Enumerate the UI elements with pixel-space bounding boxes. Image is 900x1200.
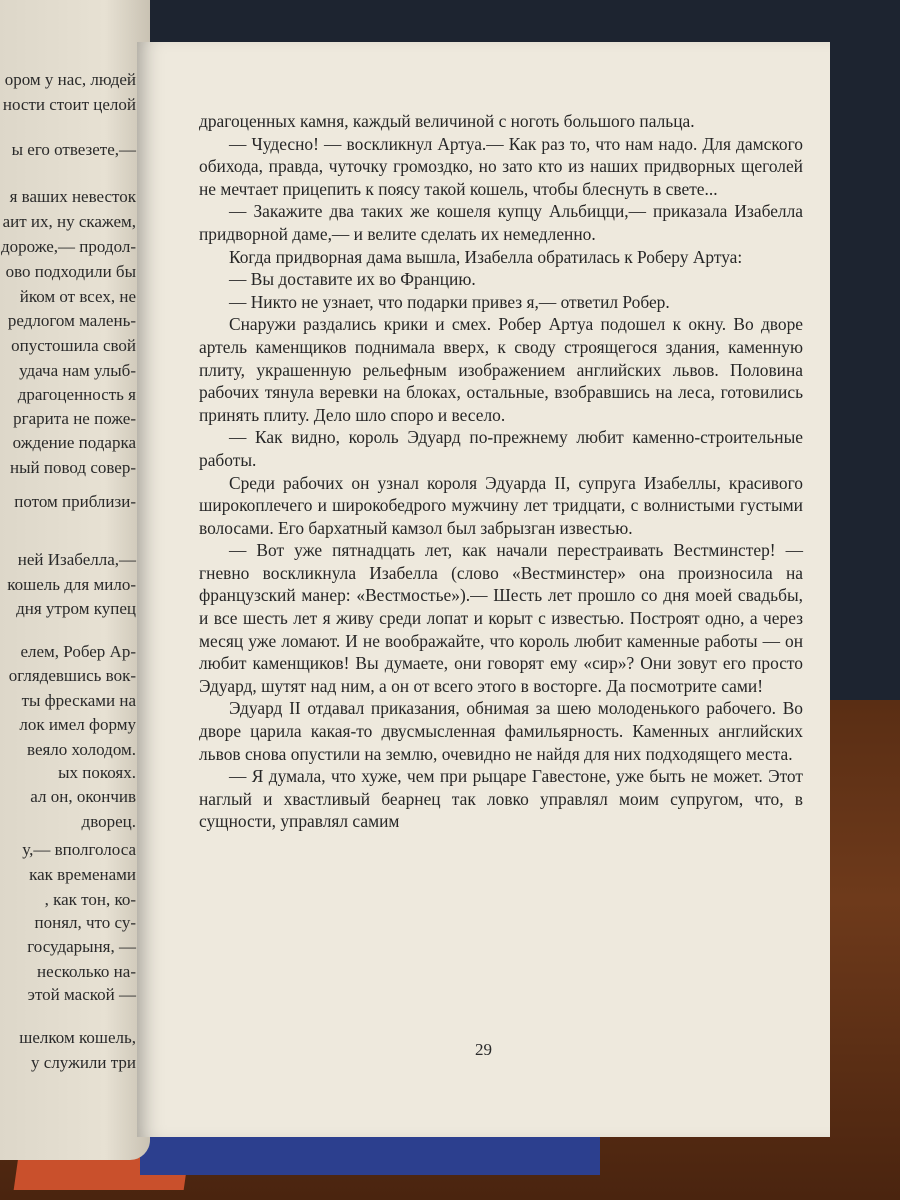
left-page-line: шелком кошель, xyxy=(19,1028,136,1047)
paragraph: Снаружи раздались крики и смех. Робер Артуа подошел к окну. Во дворе артель каменщиков поднимала вверх, к своду строящегося здания, каменную плиту, украшенную рельефным изображением английских львов. Половина рабочих тянула веревки на блоках, остальные, взобравшись на леса, готовились принять плиту. Дело шло споро и весело. xyxy=(199,314,803,425)
left-page-line: , как тон, ко- xyxy=(44,890,136,909)
left-page-line: ором у нас, людей xyxy=(4,70,136,89)
left-page-line: ы его отвезете,— xyxy=(11,140,136,159)
left-page-line: йком от всех, не xyxy=(19,287,136,306)
paragraph: Среди рабочих он узнал короля Эдуарда II, супруга Изабеллы, красивого широкоплечего и широкобедрого мужчину лет тридцати, с волнистыми густыми волосами. Его бархатный камзол был забрызган известью. xyxy=(199,472,803,538)
page-number: 29 xyxy=(475,1040,492,1059)
left-page-line: кошель для мило- xyxy=(7,575,136,594)
left-page-line: удача нам улыб- xyxy=(19,361,136,380)
left-page-line: ал он, окончив xyxy=(30,787,136,806)
left-page-line: как временами xyxy=(29,865,136,884)
left-page-line: ты фресками на xyxy=(21,691,136,710)
left-page-line: елем, Робер Ар- xyxy=(20,642,136,661)
left-page-line: ождение подарка xyxy=(12,433,136,452)
left-page-line: я ваших невесток xyxy=(9,187,136,206)
paragraph: — Закажите два таких же кошеля купцу Альбицци,— приказала Изабелла придворной даме,— и велите сделать их немедленно. xyxy=(199,201,803,244)
left-page-line: у,— вполголоса xyxy=(22,840,136,859)
left-page-line: дороже,— продол- xyxy=(1,237,136,256)
left-page-line: ности стоит целой xyxy=(2,95,136,114)
left-page-line: ргарита не поже- xyxy=(13,409,136,428)
paragraph: — Вот уже пятнадцать лет, как начали перестраивать Вестминстер! — гневно воскликнула Изабелла (слово «Вестминстер» она произносила на французский манер: «Вестмостье»).— Шесть лет прошло со дня моей свадьбы, и все шесть лет я живу среди лопат и корыт с известью. Построят одно, а через месяц уже ломают. И не воображайте, что король любит каменные работы — он любит каменщиков! Вы думаете, они говорят ему «сир»? Они зовут его просто Эдуард, шутят над ним, а он от всего этого в восторге. Да посмотрите сами! xyxy=(199,540,803,696)
paragraph: Когда придворная дама вышла, Изабелла обратилась к Роберу Артуа: xyxy=(229,246,743,267)
left-page-line: редлогом малень- xyxy=(7,311,136,330)
book-spine-below xyxy=(140,1135,600,1175)
left-page xyxy=(0,0,150,1160)
right-page xyxy=(137,42,830,1137)
left-page-line: веяло холодом. xyxy=(27,740,136,759)
left-page-line: аит их, ну скажем, xyxy=(2,212,136,231)
left-page-line: этой маской — xyxy=(27,985,136,1004)
paragraph: — Как видно, король Эдуард по-прежнему любит каменно-строительные работы. xyxy=(199,427,803,470)
left-page-line: несколько на- xyxy=(37,962,136,981)
paragraph: — Я думала, что хуже, чем при рыцаре Гавестоне, уже быть не может. Этот наглый и хвастливый беарнец так ловко управлял моим супругом, что, в сущности, управлял самим xyxy=(199,766,803,832)
left-page-line: лок имел форму xyxy=(19,715,136,734)
left-page-line: государыня, — xyxy=(27,937,136,956)
paragraph: — Чудесно! — воскликнул Артуа.— Как раз то, что нам надо. Для дамского обихода, правда, чуточку громоздко, но зато кто из наших придворных щеголей не мечтает прицепить к поясу такой кошель, чтобы блеснуть в свете... xyxy=(199,133,803,199)
left-page-line: ный повод совер- xyxy=(10,458,136,477)
paragraph: драгоценных камня, каждый величиной с ноготь большого пальца. xyxy=(199,111,695,131)
paragraph: — Вы доставите их во Францию. xyxy=(229,269,476,290)
left-page-line: дворец. xyxy=(81,812,136,831)
left-page-line: потом приблизи- xyxy=(14,492,136,511)
left-page-line: оглядевшись вок- xyxy=(8,666,136,685)
left-page-line: ней Изабелла,— xyxy=(17,550,136,569)
paragraph: — Никто не узнает, что подарки привез я,— ответил Робер. xyxy=(229,291,670,312)
left-page-line: ово подходили бы xyxy=(5,262,136,281)
left-page-line: ых покоях. xyxy=(58,763,136,782)
left-page-line: у служили три xyxy=(31,1053,136,1072)
left-page-line: драгоценность я xyxy=(17,385,136,404)
left-page-line: опустошила свой xyxy=(11,336,136,355)
left-page-line: дня утром купец xyxy=(16,599,136,618)
page-text xyxy=(199,110,803,833)
paragraph: Эдуард II отдавал приказания, обнимая за шею молоденького рабочего. Во дворе царила какая-то двусмысленная фамильярность. Каменных английских львов снова опустили на землю, очевидно не найдя для них подходящего места. xyxy=(199,698,803,764)
left-page-line: понял, что су- xyxy=(34,913,136,932)
